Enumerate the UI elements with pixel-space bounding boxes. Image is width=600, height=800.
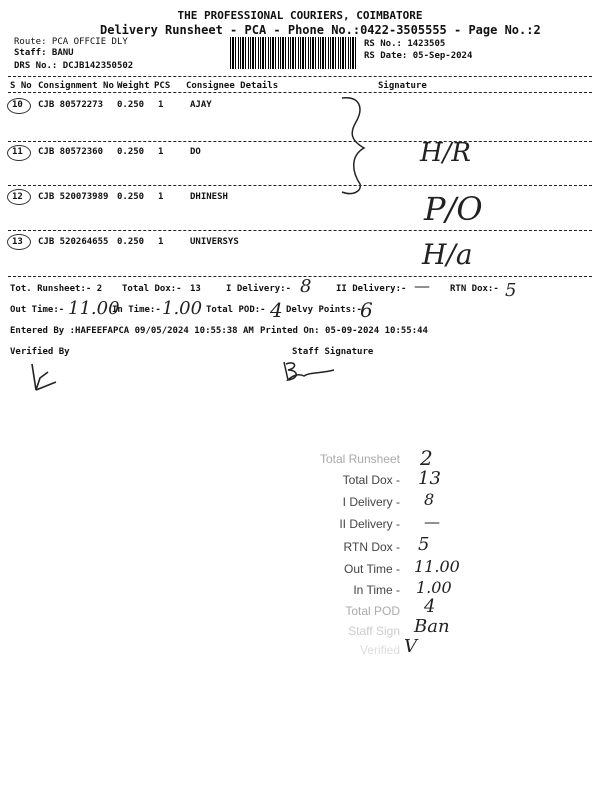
total-dox-value: 13 — [190, 284, 201, 294]
divider — [8, 141, 592, 142]
row-weight: 0.250 — [117, 100, 145, 110]
signature-row-11: H/R — [420, 138, 472, 168]
row-weight: 0.250 — [117, 192, 145, 202]
stamp-ii-delivery: II Delivery - — [339, 517, 400, 531]
stamp-in-time: In Time - — [353, 583, 400, 597]
row-sno: 10 — [12, 100, 23, 110]
divider — [8, 76, 592, 77]
row-weight: 0.250 — [117, 237, 145, 247]
stamp-rtn-dox: RTN Dox - — [343, 540, 400, 554]
printed-on: Printed On: 05-09-2024 10:55:44 — [260, 326, 428, 336]
total-pod-label: Total POD:- — [206, 305, 266, 315]
row-sno: 13 — [12, 237, 23, 247]
rs-date: RS Date: 05-Sep-2024 — [364, 51, 473, 61]
row-consignment: CJB 80572273 — [38, 100, 104, 110]
stamp-total-runsheet-value: 2 — [420, 446, 433, 470]
rtn-dox-hand: 5 — [505, 280, 517, 301]
row-pcs: 1 — [158, 100, 164, 110]
stamp-total-dox: Total Dox - — [342, 473, 400, 487]
col-consignee: Consignee Details — [186, 81, 279, 91]
tot-runsheet: Tot. Runsheet:- 2 — [10, 284, 103, 294]
stamp-total-dox-value: 13 — [418, 468, 441, 489]
row-consignee: AJAY — [190, 100, 212, 110]
divider — [8, 230, 592, 231]
row-weight: 0.250 — [117, 147, 145, 157]
stamp-i-delivery: I Delivery - — [342, 495, 400, 509]
stamp-verified: Verified — [359, 643, 400, 657]
stamp-total-pod-value: 4 — [424, 596, 436, 617]
staff: Staff: BANU — [14, 48, 74, 58]
stamp-ii-delivery-value: — — [424, 512, 440, 531]
rs-number: RS No.: 1423505 — [364, 39, 446, 49]
row-consignee: UNIVERSYS — [190, 237, 239, 247]
divider — [8, 185, 592, 186]
delvy-points-label: Delvy Points:- — [286, 305, 362, 315]
total-pod-hand: 4 — [270, 298, 283, 322]
row-pcs: 1 — [158, 192, 164, 202]
handwritten-brace — [330, 92, 390, 202]
in-time-hand: 1.00 — [162, 298, 203, 319]
stamp-out-time: Out Time - — [343, 562, 400, 576]
row-consignee: DO — [190, 147, 201, 157]
ii-delivery-hand: — — [414, 276, 430, 295]
ii-delivery-label: II Delivery:- — [336, 284, 407, 294]
out-time-label: Out Time:- — [10, 305, 65, 315]
stamp-out-time-value: 11.00 — [414, 557, 460, 576]
stamp-staff-sign-value: Ban — [414, 616, 450, 637]
i-delivery-label: I Delivery:- — [226, 284, 292, 294]
drs-number: DRS No.: DCJB142350502 — [14, 61, 134, 71]
col-consignment: Consignment No — [38, 81, 114, 91]
total-dox-label: Total Dox:- — [122, 284, 182, 294]
row-consignment: CJB 520264655 — [38, 237, 109, 247]
stamp-total-runsheet: Total Runsheet — [319, 452, 400, 466]
row-sno: 12 — [12, 192, 23, 202]
col-sno: S No — [10, 81, 32, 91]
entered-by: Entered By :HAFEEFAPCA 09/05/2024 10:55:38 AM — [10, 326, 254, 336]
verified-signature — [22, 360, 62, 396]
stamp-rtn-dox-value: 5 — [418, 534, 430, 555]
signature-row-13: H/a — [422, 238, 473, 271]
row-sno: 11 — [12, 147, 23, 157]
col-signature: Signature — [378, 81, 427, 91]
i-delivery-hand: 8 — [300, 276, 312, 297]
company-name: THE PROFESSIONAL COURIERS, COIMBATORE — [177, 9, 423, 22]
divider — [8, 92, 592, 93]
stamp-verified-value: V — [404, 636, 417, 657]
staff-signature-label: Staff Signature — [292, 347, 374, 357]
in-time-label: In Time:- — [112, 305, 161, 315]
out-time-hand: 11.00 — [68, 298, 120, 319]
route: Route: PCA OFFCIE DLY — [14, 37, 128, 47]
barcode — [230, 37, 358, 69]
verified-by-label: Verified By — [10, 347, 70, 357]
col-weight: Weight — [117, 81, 150, 91]
row-consignment: CJB 80572360 — [38, 147, 104, 157]
staff-signature-mark — [280, 358, 340, 384]
row-pcs: 1 — [158, 237, 164, 247]
stamp-in-time-value: 1.00 — [416, 578, 452, 597]
row-consignment: CJB 520073989 — [38, 192, 109, 202]
col-pcs: PCS — [154, 81, 171, 91]
stamp-total-pod: Total POD — [345, 604, 400, 618]
row-pcs: 1 — [158, 147, 164, 157]
delvy-points-hand: 6 — [360, 298, 373, 322]
stamp-staff-sign: Staff Sign — [348, 624, 400, 638]
stamp-i-delivery-value: 8 — [424, 490, 435, 509]
rtn-dox-label: RTN Dox:- — [450, 284, 499, 294]
signature-row-12: P/O — [424, 190, 483, 228]
row-consignee: DHINESH — [190, 192, 228, 202]
runsheet-subtitle: Delivery Runsheet - PCA - Phone No.:0422-3505555 - Page No.:2 — [100, 23, 541, 37]
